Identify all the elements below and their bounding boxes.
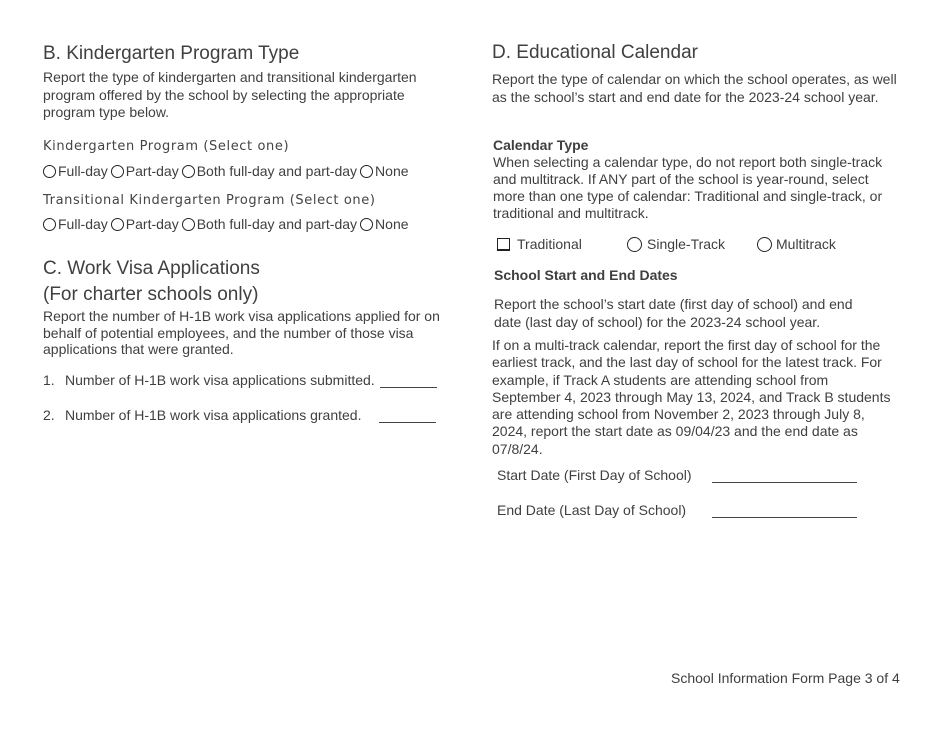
radio-icon[interactable]	[360, 218, 373, 231]
kindergarten-program-label: Kindergarten Program (Select one)	[43, 139, 290, 154]
transitional-option-part-day[interactable]: Part-day	[108, 216, 179, 232]
transitional-program-options	[43, 216, 409, 232]
section-d-description: Report the type of calendar on which the school operates, as well as the school’s start and end date for the 2023-24 school year.	[492, 71, 897, 105]
school-dates-heading: School Start and End Dates	[494, 267, 678, 283]
visa-submitted-input[interactable]	[380, 373, 437, 388]
radio-icon[interactable]	[182, 218, 195, 231]
kindergarten-option-part-day[interactable]: Part-day	[108, 163, 179, 179]
section-c-subtitle: (For charter schools only)	[43, 284, 259, 305]
calendar-type-heading: Calendar Type	[493, 137, 589, 153]
radio-icon[interactable]	[757, 237, 772, 252]
radio-icon[interactable]	[360, 165, 373, 178]
transitional-option-full-day[interactable]: Full-day	[43, 216, 108, 232]
section-c-title: C. Work Visa Applications	[43, 258, 260, 279]
kindergarten-option-none[interactable]: None	[357, 163, 408, 179]
calendar-option-multitrack[interactable]: Multitrack	[757, 236, 836, 252]
calendar-type-instructions: When selecting a calendar type, do not report both single-track and multitrack. If ANY part of the school is year-round, select more than one type of calendar: Traditional and single-track, or traditional and multitrack.	[493, 154, 883, 221]
kindergarten-program-options	[43, 163, 409, 179]
transitional-program-label: Transitional Kindergarten Program (Select one)	[43, 193, 376, 208]
visa-granted-input[interactable]	[379, 408, 436, 423]
radio-icon[interactable]	[111, 218, 124, 231]
start-date-input[interactable]	[712, 468, 857, 483]
radio-icon[interactable]	[43, 165, 56, 178]
calendar-type-options	[497, 236, 836, 252]
radio-icon[interactable]	[627, 237, 642, 252]
section-c-description: Report the number of H-1B work visa applications applied for on behalf of potential employees, and the number of those visa applications that were granted.	[43, 308, 440, 357]
multitrack-instructions: If on a multi-track calendar, report the first day of school for the earliest track, and the last day of school for the latest track. For example, if Track A students are attending school from September 4, 2023 through May 13, 2024, and Track B students are attending school from November 2, 2023 through July 8, 2024, report the start date as 09/04/23 and the end date as 07/8/24.	[492, 337, 891, 457]
calendar-option-traditional[interactable]: Traditional	[497, 236, 627, 252]
checkbox-icon[interactable]	[497, 238, 510, 251]
page-footer: School Information Form Page 3 of 4	[671, 670, 900, 686]
transitional-option-none[interactable]: None	[357, 216, 408, 232]
section-d-title: D. Educational Calendar	[492, 42, 698, 63]
visa-granted-row: 2. Number of H-1B work visa applications granted.	[43, 407, 436, 423]
visa-submitted-row: 1. Number of H-1B work visa applications submitted.	[43, 372, 437, 388]
kindergarten-option-both[interactable]: Both full-day and part-day	[179, 163, 357, 179]
kindergarten-option-full-day[interactable]: Full-day	[43, 163, 108, 179]
end-date-row: End Date (Last Day of School)	[497, 502, 857, 518]
section-b-description: Report the type of kindergarten and transitional kindergarten program offered by the school by selecting the appropriate program type below.	[43, 69, 417, 120]
radio-icon[interactable]	[111, 165, 124, 178]
calendar-option-single-track[interactable]: Single-Track	[627, 236, 757, 252]
section-b-title: B. Kindergarten Program Type	[43, 43, 300, 64]
end-date-input[interactable]	[712, 503, 857, 518]
transitional-option-both[interactable]: Both full-day and part-day	[179, 216, 357, 232]
radio-icon[interactable]	[182, 165, 195, 178]
start-date-row: Start Date (First Day of School)	[497, 467, 857, 483]
school-dates-instructions: Report the school’s start date (first day of school) and end date (last day of school) for the 2023-24 school year.	[494, 296, 853, 330]
radio-icon[interactable]	[43, 218, 56, 231]
